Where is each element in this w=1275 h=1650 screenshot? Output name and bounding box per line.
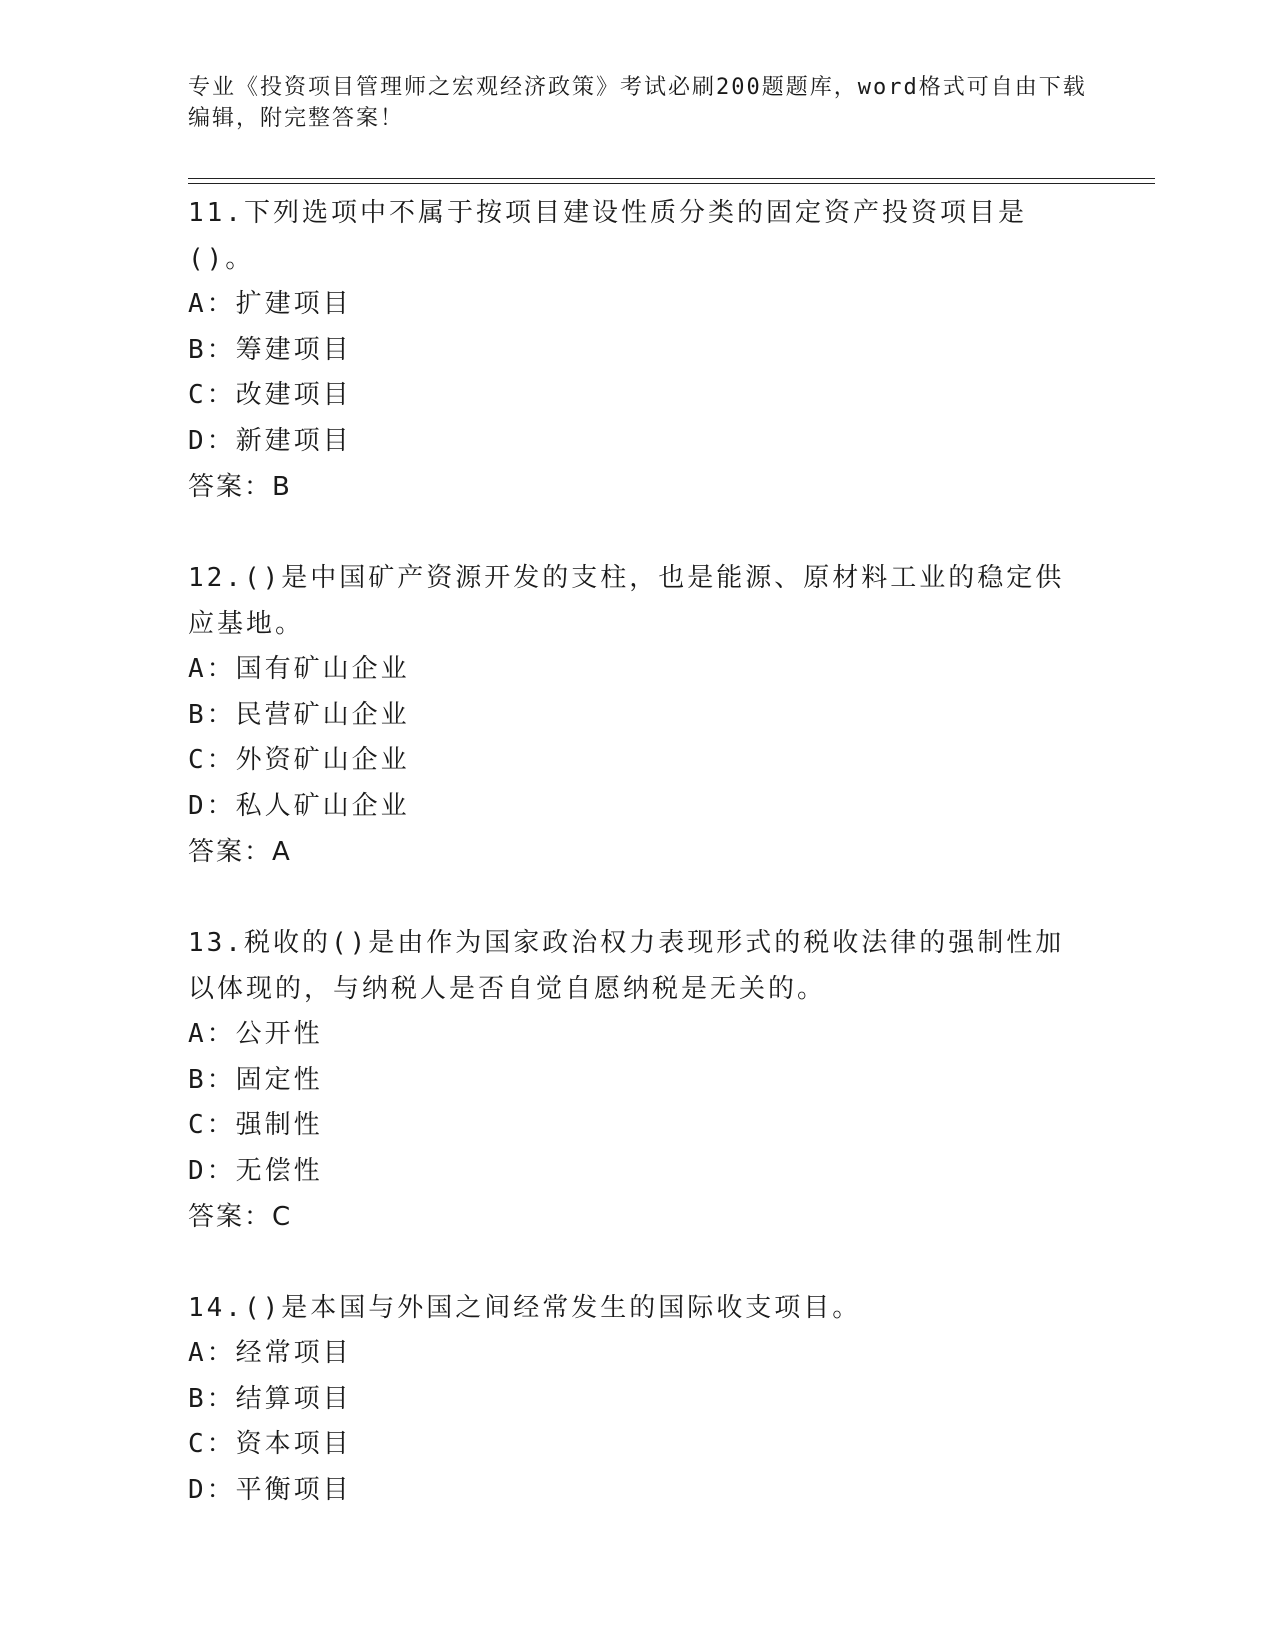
question-stem: 14.()是本国与外国之间经常发生的国际收支项目。	[188, 1293, 862, 1323]
option-c: C：强制性	[188, 1110, 323, 1140]
option-a: A：国有矿山企业	[188, 654, 410, 684]
question-stem: 11.下列选项中不属于按项目建设性质分类的固定资产投资项目是()。	[188, 198, 1027, 274]
option-d: D：无偿性	[188, 1155, 323, 1186]
option-a: A：公开性	[188, 1019, 323, 1049]
option-d: D：私人矿山企业	[188, 790, 410, 821]
header-rule-bottom	[188, 183, 1155, 184]
question-13	[188, 920, 1088, 1240]
option-a: A：经常项目	[188, 1338, 352, 1368]
option-b: B：固定性	[188, 1064, 323, 1095]
option-c: C：改建项目	[188, 380, 352, 410]
question-list	[188, 190, 1088, 1558]
question-12	[188, 555, 1088, 875]
question-14	[188, 1285, 1088, 1513]
document-header: 专业《投资项目管理师之宏观经济政策》考试必刷200题题库，word格式可自由下载编辑，附完整答案！	[188, 75, 1087, 131]
option-a: A：扩建项目	[188, 289, 352, 319]
answer-line: 答案：C	[188, 1202, 293, 1232]
header-rule-top	[188, 178, 1155, 179]
question-stem: 12.()是中国矿产资源开发的支柱，也是能源、原材料工业的稳定供应基地。	[188, 563, 1065, 639]
answer-line: 答案：B	[188, 472, 292, 502]
option-d: D：平衡项目	[188, 1474, 352, 1505]
option-b: B：民营矿山企业	[188, 699, 410, 730]
question-stem: 13.税收的()是由作为国家政治权力表现形式的税收法律的强制性加以体现的，与纳税人是否自觉自愿纳税是无关的。	[188, 928, 1065, 1004]
option-c: C：外资矿山企业	[188, 745, 410, 775]
option-b: B：结算项目	[188, 1383, 352, 1414]
option-d: D：新建项目	[188, 425, 352, 456]
answer-line: 答案：A	[188, 837, 292, 867]
option-c: C：资本项目	[188, 1429, 352, 1459]
question-11	[188, 190, 1088, 510]
option-b: B：筹建项目	[188, 334, 352, 365]
